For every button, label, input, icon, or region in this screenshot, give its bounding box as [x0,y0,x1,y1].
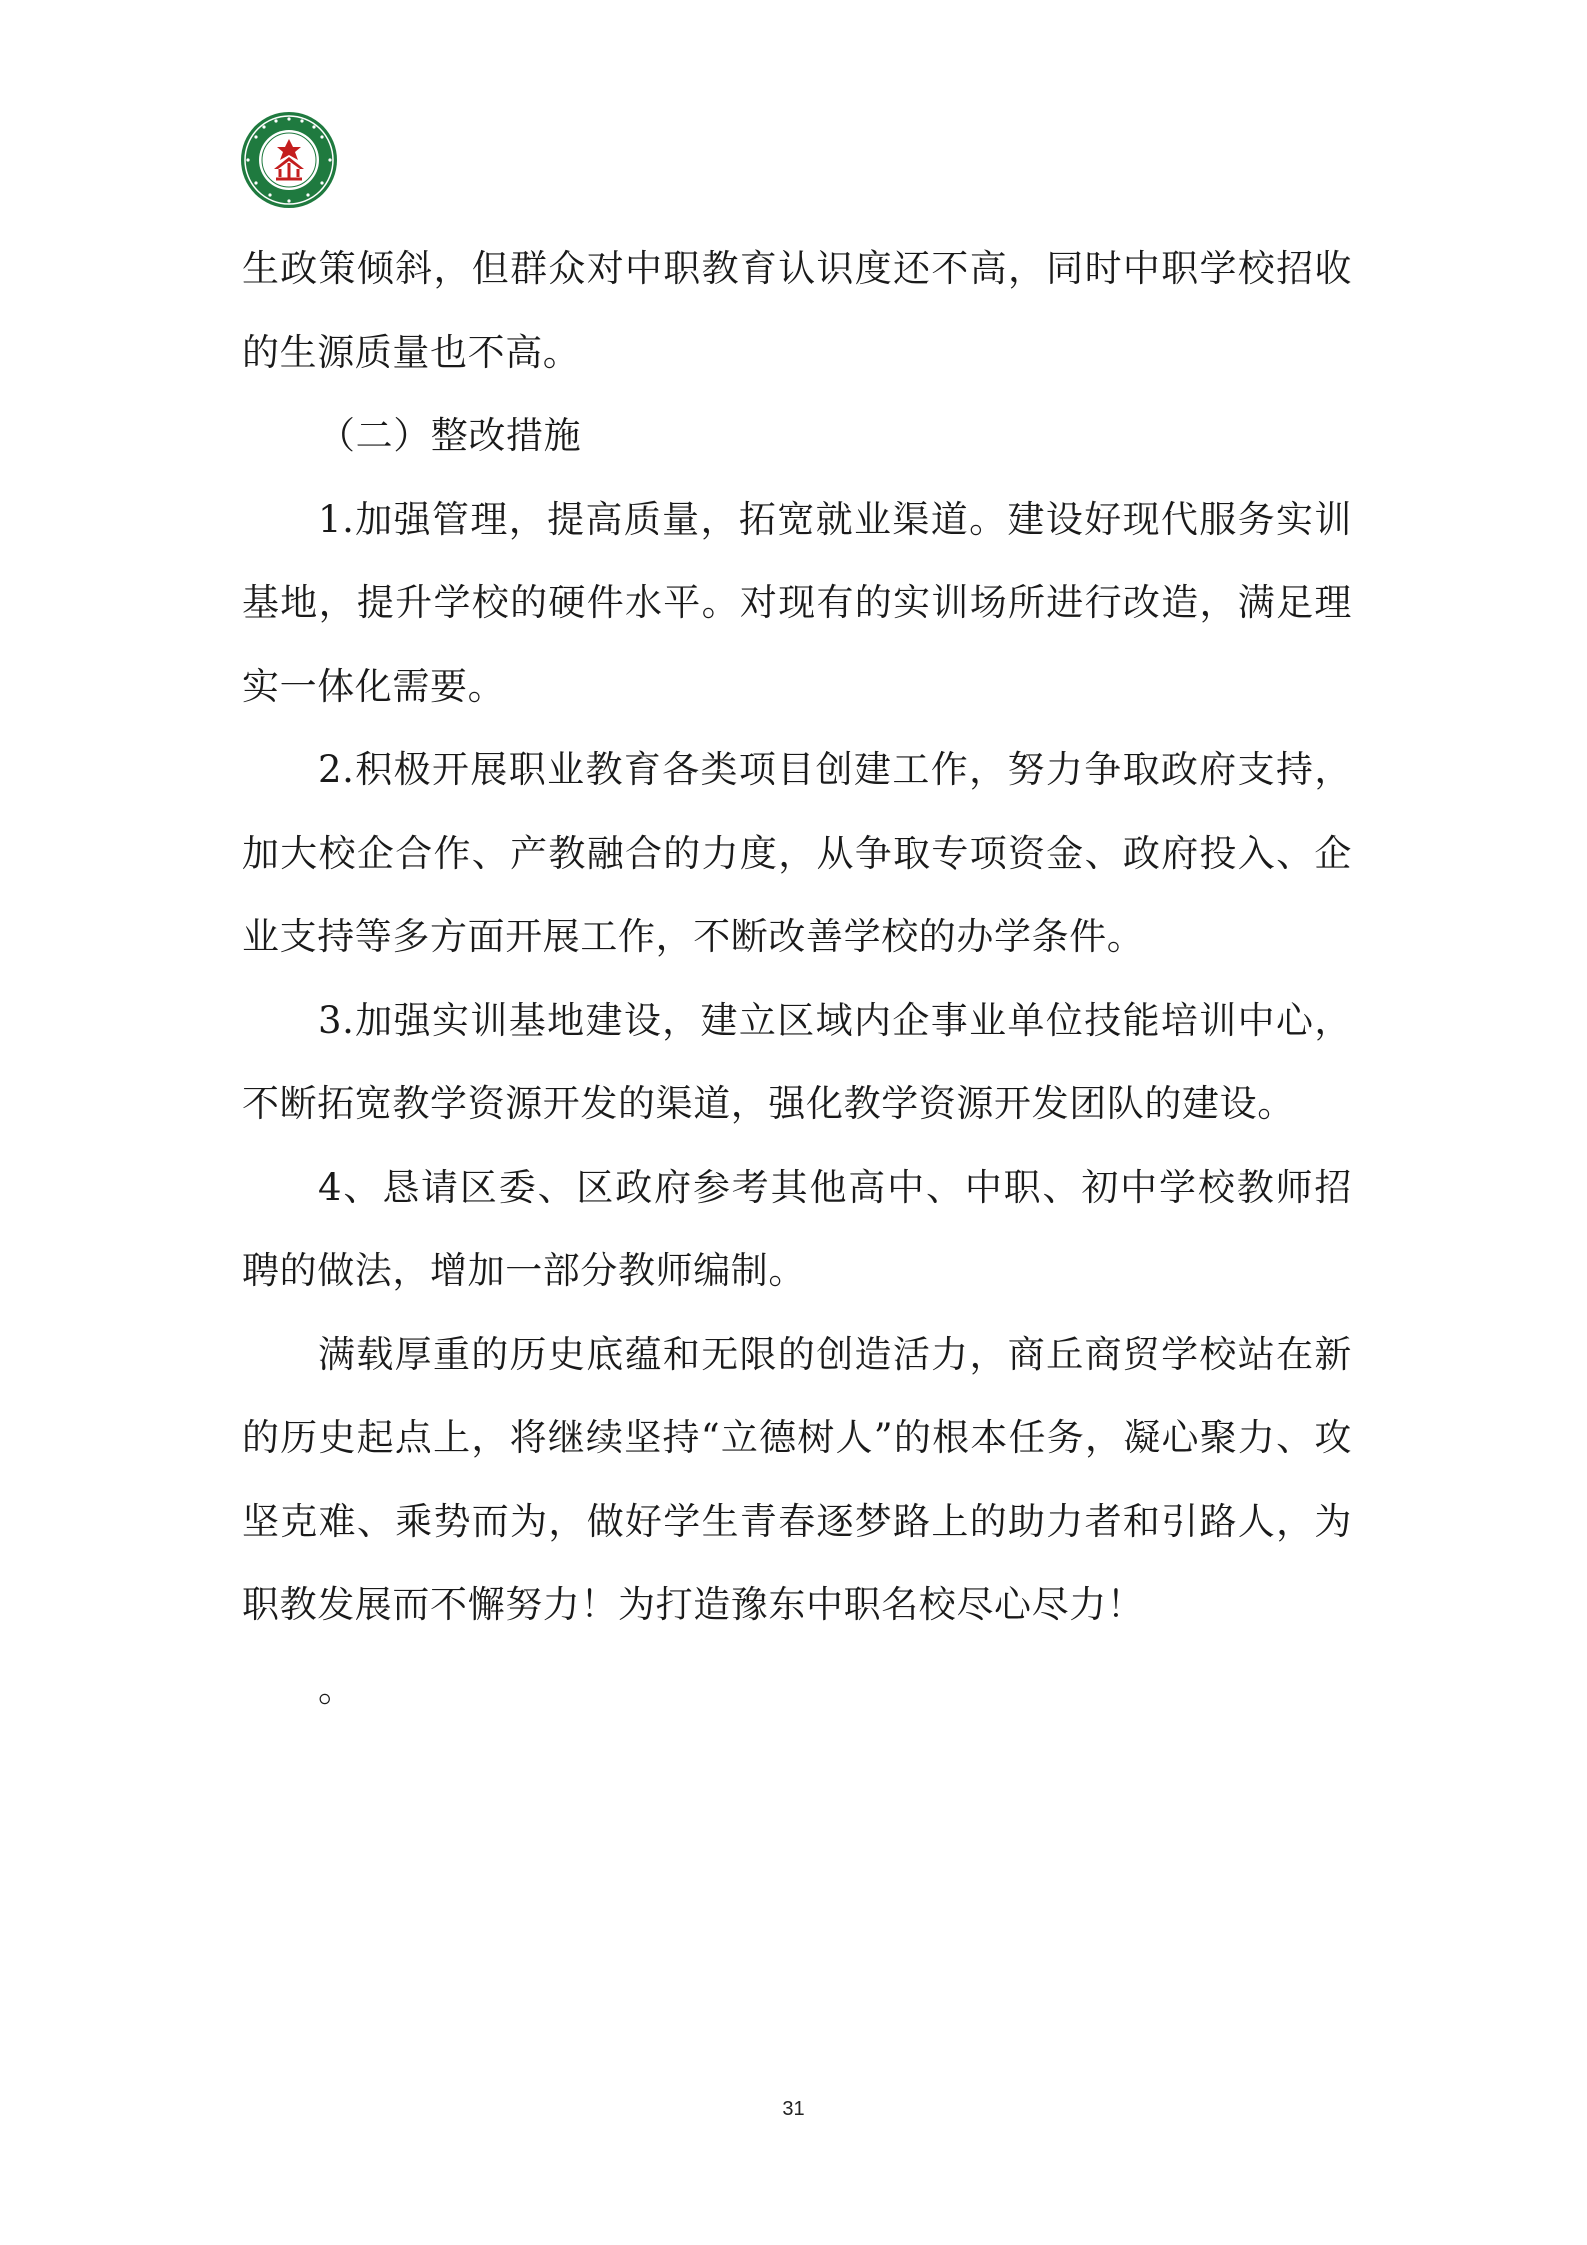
page-number: 31 [782,2098,805,2120]
school-emblem-icon [240,111,338,209]
paragraph-conclusion: 满载厚重的历史底蕴和无限的创造活力，商丘商贸学校站在新的历史起点上，将继续坚持“立德树人”的根本任务，凝心聚力、攻坚克难、乘势而为，做好学生青春逐梦路上的助力者和引路人，为职教发展而不懈努力！为打造豫东中职名校尽心尽力！ [242,1332,1352,1626]
document-body [242,227,1352,1730]
section-heading: （二）整改措施 [318,414,582,457]
paragraph-item-4: 4、恳请区委、区政府参考其他高中、中职、初中学校教师招聘的做法，增加一部分教师编制。 [242,1165,1352,1292]
paragraph-1: 生政策倾斜，但群众对中职教育认识度还不高，同时中职学校招收的生源质量也不高。 [242,247,1352,374]
paragraph-item-3: 3.加强实训基地建设，建立区域内企事业单位技能培训中心，不断拓宽教学资源开发的渠道，强化教学资源开发团队的建设。 [242,998,1352,1125]
paragraph-item-1: 1.加强管理，提高质量，拓宽就业渠道。建设好现代服务实训基地，提升学校的硬件水平。对现有的实训场所进行改造，满足理实一体化需要。 [242,497,1352,708]
paragraph-trailing-mark: 。 [318,1666,356,1710]
paragraph-item-2: 2.积极开展职业教育各类项目创建工作，努力争取政府支持，加大校企合作、产教融合的力度，从争取专项资金、政府投入、企业支持等多方面开展工作，不断改善学校的办学条件。 [242,748,1352,958]
